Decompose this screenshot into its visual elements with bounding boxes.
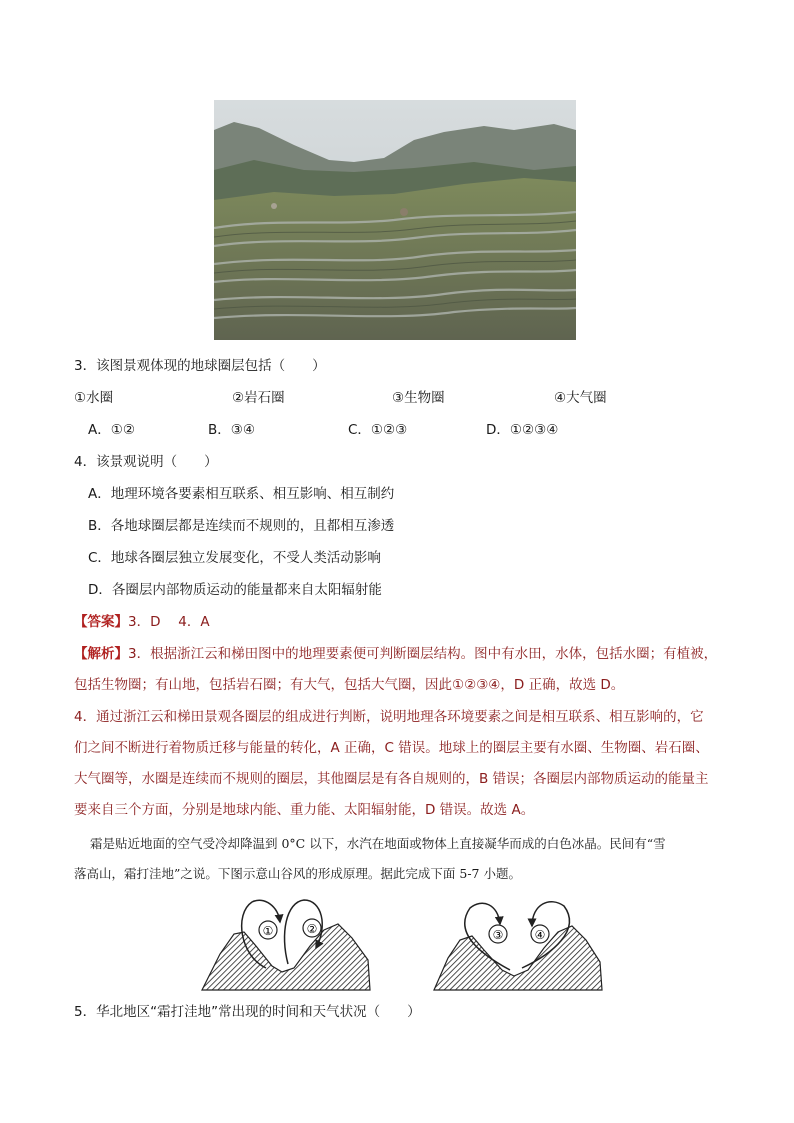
- analysis-line-3: 4．通过浙江云和梯田景观各圈层的组成进行判断，说明地理各环境要素之间是相互联系、相互影响的，它: [74, 709, 704, 725]
- q3-choice-a: A．①②: [88, 422, 135, 438]
- q4-choice-a: A．地理环境各要素相互联系、相互影响、相互制约: [88, 486, 395, 502]
- q4-choice-d: D．各圈层内部物质运动的能量都来自太阳辐射能: [88, 582, 382, 598]
- answer-tag: 【答案】: [74, 614, 128, 630]
- label-2: ②: [306, 922, 318, 936]
- question-3-stem: 3．该图景观体现的地球圈层包括（ ）: [74, 358, 326, 374]
- analysis-tag: 【解析】: [74, 646, 128, 662]
- q3-choice-d: D．①②③④: [486, 422, 559, 438]
- analysis-line-6: 要来自三个方面，分别是地球内能、重力能、太阳辐射能，D 错误。故选 A。: [74, 802, 535, 818]
- q3-item-1: ①水圈: [74, 390, 114, 406]
- label-1: ①: [262, 924, 274, 938]
- q3-choice-c: C．①②③: [348, 422, 408, 438]
- q3-item-4: ④大气圈: [554, 390, 607, 406]
- terraced-fields-photo: [214, 100, 576, 340]
- analysis-text-1: 3．根据浙江云和梯田图中的地理要素便可判断圈层结构。图中有水田，水体，包括水圈；有植被，: [128, 646, 718, 662]
- valley-wind-diagram-right: [432, 894, 604, 994]
- label-3: ③: [492, 928, 504, 942]
- analysis-line-2: 包括生物圈；有山地，包括岩石圈；有大气，包括大气圈，因此①②③④，D 正确，故选 D。: [74, 677, 625, 693]
- label-4: ④: [534, 928, 546, 942]
- passage-line-1: 霜是贴近地面的空气受冷却降温到 0°C 以下，水汽在地面或物体上直接凝华而成的白色冰晶。民间有“雪: [90, 836, 666, 851]
- valley-wind-diagram-left: [200, 894, 372, 994]
- answer-line: [74, 612, 210, 632]
- analysis-line-4: 们之间不断进行着物质迁移与能量的转化，A 正确，C 错误。地球上的圈层主要有水圈、生物圈、岩石圈、: [74, 740, 709, 756]
- analysis-line-1: [74, 644, 717, 664]
- q3-item-3: ③生物圈: [392, 390, 445, 406]
- question-4-stem: 4．该景观说明（ ）: [74, 454, 218, 470]
- q4-choice-b: B．各地球圈层都是连续而不规则的，且都相互渗透: [88, 518, 395, 534]
- question-5-stem: 5．华北地区“霜打洼地”常出现的时间和天气状况（ ）: [74, 1004, 421, 1020]
- q4-choice-c: C．地球各圈层独立发展变化，不受人类活动影响: [88, 550, 381, 566]
- analysis-line-5: 大气圈等，水圈是连续而不规则的圈层，其他圈层是有各自规则的，B 错误；各圈层内部物质运动的能量主: [74, 771, 709, 787]
- answer-text: 3．D 4．A: [128, 614, 210, 630]
- passage-line-2: 落高山，霜打洼地”之说。下图示意山谷风的形成原理。据此完成下面 5-7 小题。: [74, 866, 521, 881]
- q3-item-2: ②岩石圈: [232, 390, 285, 406]
- q3-choice-b: B．③④: [208, 422, 255, 438]
